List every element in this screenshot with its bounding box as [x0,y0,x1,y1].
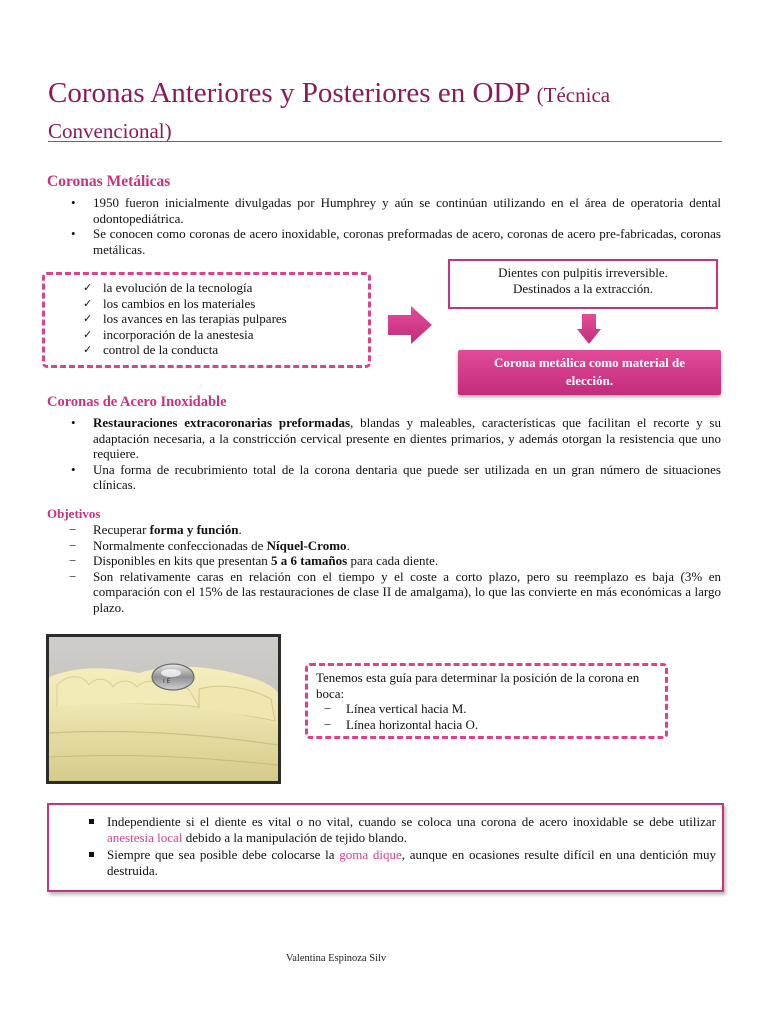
title-main: Coronas Anteriores y Posteriores en ODP [48,77,530,109]
pulpitis-box [448,259,718,309]
result-line2: elección. [565,373,614,388]
checklist-item: ✓ los cambios en los materiales [83,295,256,311]
dental-cast-image [49,637,278,781]
page-title [48,76,738,148]
guide-intro: Tenemos esta guía para determinar la posición de la corona en boca: [316,670,640,701]
section-heading-acero-inoxidable: Coronas de Acero Inoxidable [47,394,227,410]
notes-box [47,803,724,892]
arrow-right-icon [387,305,433,345]
guide-box [305,663,668,739]
checklist-item: ✓ control de la conducta [83,342,219,357]
list-item: − Recuperar forma y función. [69,522,242,537]
list-item: − Son relativamente caras en relación con el tiempo y el coste a corto plazo, pero su reemplazo es baja (3% en comparación con el 15% de las restauraciones de clase II de amalgama), lo que las convierte en más económicas a largo plazo. [69,568,721,615]
pulpitis-line1: Dientes con pulpitis irreversible. [498,265,668,280]
title-divider [48,141,722,142]
dental-cast-photo [46,634,281,784]
list-item: • 1950 fueron inicialmente divulgadas por Humphrey y aún se continúan utilizando en el área de operatoria dental odontopediátrica. [71,195,721,226]
section-heading-coronas-metalicas: Coronas Metálicas [47,173,171,190]
list-item: • Restauraciones extracoronarias preformadas, blandas y maleables, características que facilitan el recorte y su adaptación necesaria, a la constricción cervical presente en dientes primarios, y además otorgan la resistencia que uno requiere. [71,415,721,461]
result-box [458,350,721,395]
result-line1: Corona metálica como material de [493,355,686,370]
checklist-box [42,272,371,368]
list-item: • Se conocen como coronas de acero inoxidable, coronas preformadas de acero, coronas de acero pre-fabricadas, coronas metálicas. [71,226,721,257]
checklist-item: ✓ incorporación de la anestesia [83,326,254,342]
check-icon: ✓ [83,312,93,325]
list-item: • Una forma de recubrimiento total de la corona dentaria que puede ser utilizada en un gran número de situaciones clínicas. [71,461,721,492]
square-bullet-icon [89,852,94,857]
section2-bullets [47,415,721,493]
pulpitis-line2: Destinados a la extracción. [512,281,654,296]
list-item: − Línea horizontal hacia O. [324,716,479,732]
title-paren-end: Convencional) [48,119,172,143]
check-icon: ✓ [83,281,93,294]
title-paren-start: (Técnica [536,83,611,107]
list-item: − Línea vertical hacia M. [324,701,467,716]
list-item: − Normalmente confeccionadas de Níquel-Cromo. [69,537,350,553]
check-icon: ✓ [83,327,93,341]
svg-text:I E: I E [163,678,171,685]
bullet-dot: • [71,226,76,241]
bullet-dot: • [71,195,76,210]
arrow-down-icon [576,313,602,345]
section-heading-objetivos: Objetivos [47,506,101,521]
section1-bullets [47,195,721,257]
list-item: Siempre que sea posible debe colocarse la goma dique, aunque en ocasiones resulte difícil en una dentición muy destruida. [49,847,716,878]
checklist-item: ✓ los avances en las terapias pulpares [83,311,287,326]
check-icon: ✓ [83,343,93,356]
bullet-dot: • [71,461,76,477]
objetivos-list [47,522,721,615]
checklist-item: ✓ la evolución de la tecnología [83,280,253,295]
footer-author: Valentina Espinoza Silv [285,953,387,964]
list-item: − Disponibles en kits que presentan 5 a 6 tamaños para cada diente. [69,553,439,568]
square-bullet-icon [89,819,94,824]
list-item: Independiente si el diente es vital o no vital, cuando se coloca una corona de acero inoxidable se debe utilizar anestesia local debido a la manipulación de tejido blando. [49,814,716,845]
bullet-dot: • [71,415,76,430]
check-icon: ✓ [83,296,93,310]
